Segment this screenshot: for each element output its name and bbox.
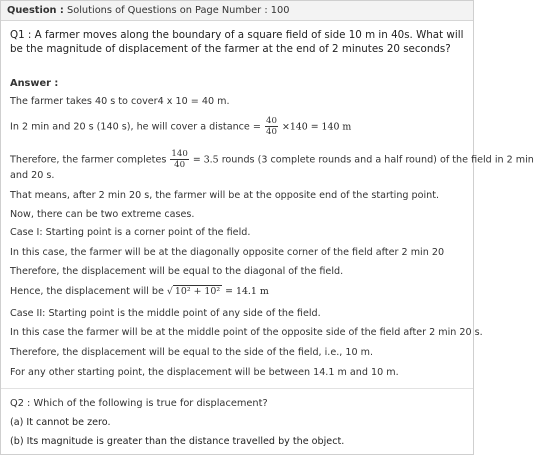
q2-text: Q2 : Which of the following is true for displacement? <box>10 398 268 409</box>
line-3-text: Therefore, the farmer completes <box>10 154 167 166</box>
answer-line-2 <box>10 116 351 137</box>
fraction-denominator: 40 <box>174 160 186 170</box>
answer-line-8: In this case, the farmer will be at the diagonally opposite corner of the field after 2 min 20 <box>10 247 445 258</box>
question-title: Solutions of Questions on Page Number : 100 <box>66 5 290 16</box>
line-3-math: = 3.5 <box>192 154 219 166</box>
question-label: Question : <box>7 5 64 16</box>
square-root: √ 10² + 10² <box>166 286 221 297</box>
answer-label: Answer : <box>10 78 59 89</box>
fraction-numerator: 140 <box>171 149 188 159</box>
answer-line-13: Therefore, the displacement will be equal to the side of the field, i.e., 10 m. <box>10 347 374 358</box>
line-3-tail: rounds (3 complete rounds and a half round) of the field in 2 min <box>221 154 534 166</box>
answer-line-4: and 20 s. <box>10 170 55 181</box>
answer-line-14: For any other starting point, the displacement will be between 14.1 m and 10 m. <box>10 367 399 378</box>
line-2-text: In 2 min and 20 s (140 s), he will cover a distance = <box>10 121 261 133</box>
fraction-denominator: 40 <box>265 127 277 137</box>
answer-line-3 <box>10 149 534 170</box>
q2-option-a: (a) It cannot be zero. <box>10 417 111 428</box>
case-2-heading: Case II: Starting point is the middle point of any side of the field. <box>10 308 321 319</box>
fraction-140-40 <box>170 149 188 170</box>
radicand: 10² + 10² <box>174 286 221 297</box>
case-1-heading: Case I: Starting point is a corner point of the field. <box>10 227 251 238</box>
answer-line-12: In this case the farmer will be at the middle point of the opposite side of the field after 2 min 20 s. <box>10 327 483 338</box>
q2-option-b: (b) Its magnitude is greater than the distance travelled by the object. <box>10 436 345 447</box>
line-2-math: ×140 = 140 m <box>281 121 352 133</box>
answer-line-9: Therefore, the displacement will be equal to the diagonal of the field. <box>10 266 344 277</box>
question-header <box>1 1 473 21</box>
line-10-text: Hence, the displacement will be <box>10 286 164 297</box>
fraction-numerator: 40 <box>265 116 277 126</box>
divider <box>1 388 473 389</box>
line-10-math: = 14.1 m <box>225 286 269 297</box>
q1-text: Q1 : A farmer moves along the boundary of a square field of side 10 m in 40s. What will be the magnitude of displacement of the farmer at the end of 2 minutes 20 seconds? <box>10 29 464 55</box>
answer-line-6: Now, there can be two extreme cases. <box>10 209 195 220</box>
answer-line-5: That means, after 2 min 20 s, the farmer will be at the opposite end of the starting point. <box>10 190 440 201</box>
answer-line-1: The farmer takes 40 s to cover4 x 10 = 40 m. <box>10 96 230 107</box>
fraction-40-40 <box>265 116 278 137</box>
answer-line-10 <box>10 286 269 297</box>
